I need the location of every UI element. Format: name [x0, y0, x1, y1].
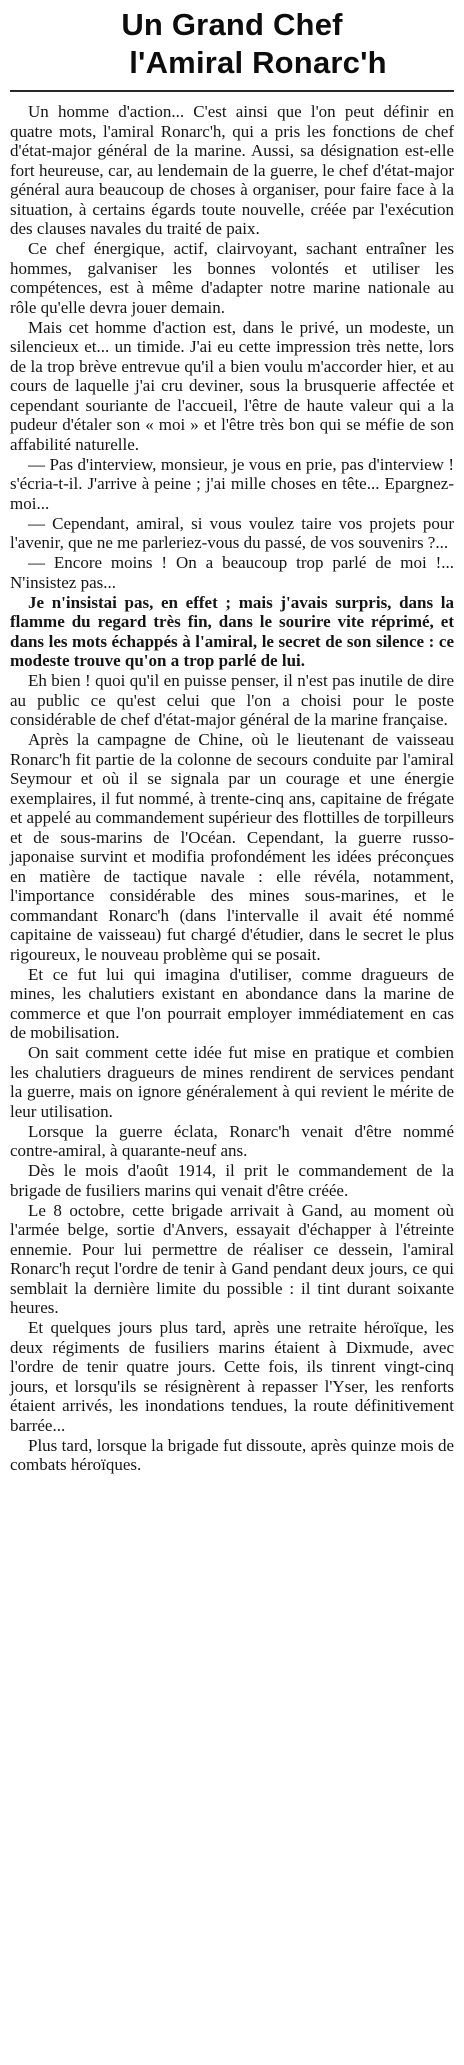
paragraph-8: Eh bien ! quoi qu'il en puisse penser, il n'est pas inutile de dire au public ce qu'est celui que l'on a choisi pour le poste considérable de chef d'état-major général de la marine française. [10, 671, 454, 729]
headline-line-2: l'Amiral Ronarc'h [129, 45, 387, 80]
paragraph-16: Plus tard, lorsque la brigade fut dissoute, après quinze mois de combats héroïques. [10, 1435, 454, 1474]
paragraph-6: — Encore moins ! On a beaucoup trop parlé de moi !... N'insistez pas... [10, 553, 454, 592]
article-body [10, 102, 454, 1475]
paragraph-7: Je n'insistai pas, en effet ; mais j'avais surpris, dans la flamme du regard très fin, dans le sourire vite réprimé, et dans les mots échappés à l'amiral, le secret de son silence : ce modeste trouve qu'on a trop parlé de lui. [10, 592, 454, 670]
paragraph-4: — Pas d'interview, monsieur, je vous en prie, pas d'interview ! s'écria-t-il. J'arrive à peine ; j'ai mille choses en tête... Epargnez-moi... [10, 454, 454, 513]
paragraph-1: Un homme d'action... C'est ainsi que l'on peut définir en quatre mots, l'amiral Ronarc'h, qui a pris les fonctions de chef d'état-major général de la marine. Aussi, sa désignation est-elle fort heureuse, car, au lendemain de la guerre, le chef d'état-major général aura beaucoup de choses à organiser, pour faire face à la situation, à certains égards toute nouvelle, créée par l'exécution des clauses navales du traité de paix. [10, 102, 454, 238]
paragraph-12: Lorsque la guerre éclata, Ronarc'h venait d'être nommé contre-amiral, à quarante-neuf ans. [10, 1121, 454, 1160]
headline-rule [10, 90, 454, 92]
paragraph-11: On sait comment cette idée fut mise en pratique et combien les chalutiers dragueurs de mines rendirent de services pendant la guerre, mais on ignore généralement à qui revient le mérite de leur utilisation. [10, 1043, 454, 1121]
paragraph-13: Dès le mois d'août 1914, il prit le commandement de la brigade de fusiliers marins qui venait d'être créée. [10, 1161, 454, 1200]
paragraph-5: — Cependant, amiral, si vous voulez taire vos projets pour l'avenir, que ne me parleriez-vous du passé, de vos souvenirs ?... [10, 513, 454, 552]
paragraph-10: Et ce fut lui qui imagina d'utiliser, comme dragueurs de mines, les chalutiers existant en abondance dans la marine de commerce et que l'on pourrait employer immédiatement en cas de mobilisation. [10, 964, 454, 1042]
paragraph-15: Et quelques jours plus tard, après une retraite héroïque, les deux régiments de fusiliers marins étaient à Dixmude, avec l'ordre de tenir quatre jours. Cette fois, ils tinrent vingt-cinq jours, et lorsqu'ils se résignèrent à repasser l'Yser, les renforts étaient arrivés, les inondations tendues, la route définitivement barrée... [10, 1318, 454, 1435]
paragraph-14: Le 8 octobre, cette brigade arrivait à Gand, au moment où l'armée belge, sortie d'Anvers, essayait d'échapper à l'étreinte ennemie. Pour lui permettre de réaliser ce dessein, l'amiral Ronarc'h reçut l'ordre de tenir à Gand pendant deux jours, ce qui semblait la dernière limite du possible : il tint durant soixante heures. [10, 1200, 454, 1317]
headline-line-1: Un Grand Chef [121, 7, 343, 42]
paragraph-9: Après la campagne de Chine, où le lieutenant de vaisseau Ronarc'h fit partie de la colonne de secours conduite par l'amiral Seymour et où il se signala par un courage et une énergie exemplaires, il fut nommé, à trente-cinq ans, capitaine de frégate et appelé au commandement supérieur des flottilles de torpilleurs et de sous-marins de l'Océan. Cependant, la guerre russo-japonaise survint et modifia profondément les idées préconçues en matière de tactique navale : elle révéla, notamment, l'importance considérable des mines sous-marines, et le commandant Ronarc'h (dans l'intervalle il avait été nommé capitaine de vaisseau) fut chargé d'étudier, dans le secret le plus rigoureux, le nouveau problème qui se posait. [10, 730, 454, 964]
paragraph-2: Ce chef énergique, actif, clairvoyant, sachant entraîner les hommes, galvaniser les bonnes volontés et utiliser les compétences, est à même d'adapter notre marine nationale au rôle qu'elle devra jouer demain. [10, 239, 454, 317]
newspaper-article [10, 0, 454, 2065]
paragraph-3: Mais cet homme d'action est, dans le privé, un modeste, un silencieux et... un timide. J'ai eu cette impression très nette, lors de la trop brève entrevue qu'il a bien voulu m'accorder hier, et au cours de laquelle j'ai cru deviner, sous la brusquerie affectée et cependant souriante de l'accueil, l'être de haute valeur qui a la pudeur d'étaler son « moi » et l'être très bon qui se méfie de son affabilité naturelle. [10, 317, 454, 454]
article-headline [10, 6, 454, 82]
